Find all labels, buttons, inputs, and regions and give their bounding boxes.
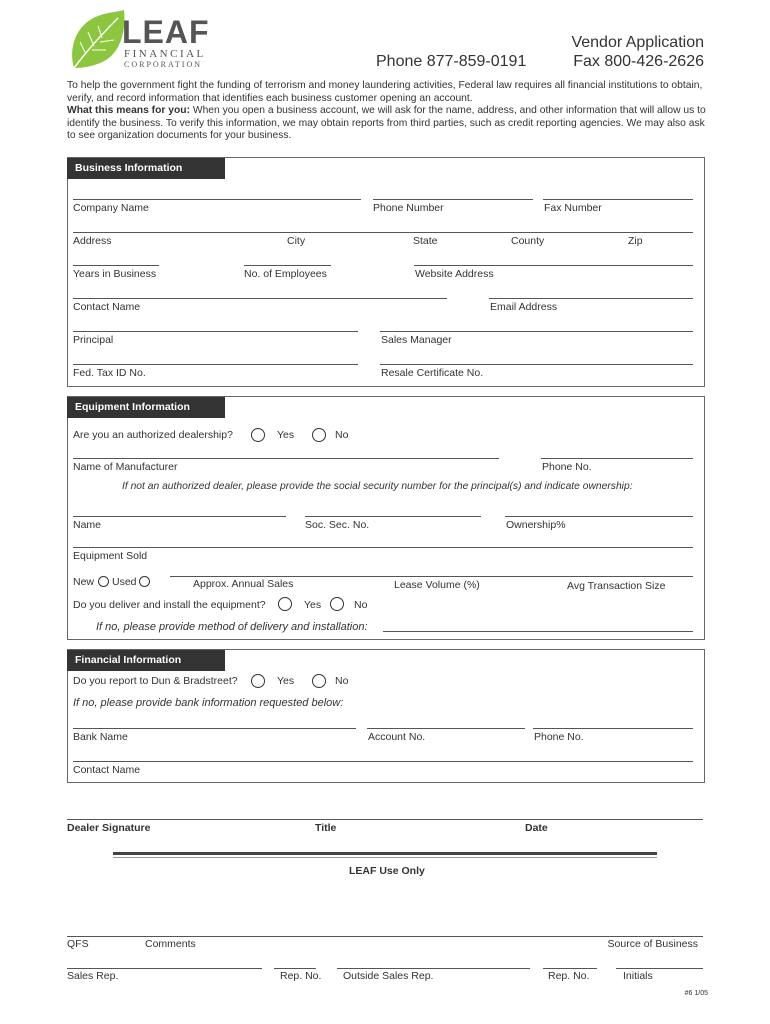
- intro-line-5: to see organization documents for your business.: [67, 130, 292, 141]
- state-label: State: [413, 235, 438, 247]
- employees-field[interactable]: [244, 265, 331, 266]
- manufacturer-phone-field[interactable]: [541, 458, 693, 459]
- email-field[interactable]: [489, 298, 693, 299]
- ssn-note: If not an authorized dealer, please provide the social security number for the principal(s) and indicate ownership:: [122, 481, 633, 492]
- fax-number-field[interactable]: [543, 199, 693, 200]
- qfs-label: QFS: [67, 938, 89, 950]
- intro-bold-lead: What this means for you:: [67, 105, 190, 116]
- comments-label: Comments: [145, 938, 196, 950]
- delivery-method-field[interactable]: [383, 631, 693, 632]
- outside-rep-field[interactable]: [337, 968, 530, 969]
- form-code: #6 1/05: [684, 990, 708, 997]
- intro-text: [67, 80, 707, 143]
- fax-number: Fax 800-426-2626: [573, 53, 704, 70]
- equipment-section-title: Equipment Information: [67, 397, 225, 418]
- intro-line-3: When you open a business account, we will ask for the name, address, and other information that will allow us to: [190, 105, 706, 116]
- phone-number-field[interactable]: [373, 199, 533, 200]
- dnb-question: Do you report to Dun & Bradstreet?: [73, 675, 238, 687]
- form-title: Vendor Application: [571, 34, 704, 51]
- signature-date-label: Date: [525, 822, 548, 834]
- rep-no-label: Rep. No.: [280, 970, 322, 982]
- bank-phone-label: Phone No.: [534, 731, 584, 743]
- sales-rep-label: Sales Rep.: [67, 970, 119, 982]
- bank-name-label: Bank Name: [73, 731, 128, 743]
- contact-name-label: Contact Name: [73, 301, 141, 313]
- outside-rep-label: Outside Sales Rep.: [343, 970, 434, 982]
- deliver-yes-label: Yes: [304, 599, 322, 611]
- resale-field[interactable]: [380, 364, 693, 365]
- leaf-use-divider: [113, 852, 657, 855]
- contact-name-field[interactable]: [73, 298, 447, 299]
- comments-field[interactable]: [67, 936, 703, 937]
- authorized-question: Are you an authorized dealership?: [73, 429, 233, 441]
- manufacturer-phone-label: Phone No.: [542, 461, 592, 473]
- business-section: [67, 157, 705, 387]
- logo-sub-financial: FINANCIAL: [124, 48, 206, 60]
- bank-contact-label: Contact Name: [73, 764, 141, 776]
- deliver-yes-radio[interactable]: [278, 597, 292, 611]
- zip-label: Zip: [628, 235, 643, 247]
- dnb-yes-radio[interactable]: [251, 674, 265, 688]
- authorized-yes-label: Yes: [277, 429, 295, 441]
- company-name-label: Company Name: [73, 202, 149, 214]
- signature-title-label: Title: [315, 822, 337, 834]
- fax-number-label: Fax Number: [544, 202, 602, 214]
- equipment-sold-label: Equipment Sold: [73, 550, 148, 562]
- years-field[interactable]: [73, 265, 159, 266]
- bank-note: If no, please provide bank information requested below:: [73, 697, 344, 709]
- initials-label: Initials: [623, 970, 653, 982]
- lease-volume-label: Lease Volume (%): [394, 579, 480, 591]
- authorized-no-radio[interactable]: [312, 428, 326, 442]
- sales-rep-field[interactable]: [67, 968, 262, 969]
- dnb-yes-label: Yes: [277, 675, 295, 687]
- bank-contact-field[interactable]: [73, 761, 693, 762]
- bank-name-field[interactable]: [73, 728, 356, 729]
- intro-line-4: identify the business. To verify this information, we may obtain reports from third parties, such as credit reporting agencies. We may also ask: [67, 117, 705, 129]
- ssn-label: Soc. Sec. No.: [305, 519, 370, 531]
- phone-number-label: Phone Number: [373, 202, 444, 214]
- fed-tax-field[interactable]: [73, 364, 358, 365]
- leaf-use-title: LEAF Use Only: [349, 865, 425, 877]
- financial-section-title: Financial Information: [67, 650, 225, 671]
- logo-sub-corporation: CORPORATION: [124, 60, 203, 69]
- principal-field[interactable]: [73, 331, 358, 332]
- resale-label: Resale Certificate No.: [381, 367, 484, 379]
- used-radio[interactable]: [139, 576, 150, 587]
- new-radio[interactable]: [98, 576, 109, 587]
- dnb-no-radio[interactable]: [312, 674, 326, 688]
- intro-line-1: To help the government fight the funding of terrorism and money laundering activities, Federal law requires all financial institutions to obtain,: [67, 80, 703, 91]
- website-label: Website Address: [415, 268, 494, 280]
- bank-phone-field[interactable]: [533, 728, 693, 729]
- business-section-title: Business Information: [67, 158, 225, 179]
- rep-no-field[interactable]: [274, 968, 316, 969]
- dealer-signature-label: Dealer Signature: [67, 822, 151, 834]
- city-label: City: [287, 235, 306, 247]
- owner-name-field[interactable]: [73, 516, 286, 517]
- signature-field[interactable]: [67, 819, 703, 820]
- delivery-note: If no, please provide method of delivery and installation:: [96, 621, 368, 633]
- years-label: Years in Business: [73, 268, 157, 280]
- leaf-icon: [66, 8, 128, 72]
- equipment-sold-field[interactable]: [73, 547, 693, 548]
- principal-label: Principal: [73, 334, 114, 346]
- phone-number: Phone 877-859-0191: [376, 53, 527, 70]
- annual-sales-label: Approx. Annual Sales: [193, 578, 294, 590]
- email-label: Email Address: [490, 301, 558, 313]
- account-no-field[interactable]: [367, 728, 525, 729]
- company-name-field[interactable]: [73, 199, 361, 200]
- sales-manager-field[interactable]: [380, 331, 693, 332]
- sales-manager-label: Sales Manager: [381, 334, 452, 346]
- logo: [66, 8, 226, 74]
- deliver-no-label: No: [354, 599, 368, 611]
- website-field[interactable]: [414, 265, 693, 266]
- sales-volume-field[interactable]: [170, 576, 693, 577]
- manufacturer-label: Name of Manufacturer: [73, 461, 178, 473]
- account-no-label: Account No.: [368, 731, 426, 743]
- leaf-use-divider-thin: [113, 857, 657, 858]
- new-label: New: [73, 576, 95, 588]
- rep-no-2-label: Rep. No.: [548, 970, 590, 982]
- employees-label: No. of Employees: [244, 268, 327, 280]
- address-label: Address: [73, 235, 112, 247]
- ssn-field[interactable]: [305, 516, 481, 517]
- avg-transaction-label: Avg Transaction Size: [567, 580, 666, 592]
- used-label: Used: [112, 576, 137, 588]
- deliver-question: Do you deliver and install the equipment?: [73, 599, 266, 611]
- ownership-field[interactable]: [505, 516, 693, 517]
- manufacturer-field[interactable]: [73, 458, 499, 459]
- county-label: County: [511, 235, 545, 247]
- logo-word: LEAF: [122, 14, 210, 50]
- intro-line-2: verify, and record information that identifies each business customer opening an account.: [67, 92, 473, 104]
- fed-tax-label: Fed. Tax ID No.: [73, 367, 146, 379]
- owner-name-label: Name: [73, 519, 102, 531]
- source-label: Source of Business: [607, 938, 698, 950]
- authorized-no-label: No: [335, 429, 349, 441]
- rep-no-2-field[interactable]: [543, 968, 597, 969]
- initials-field[interactable]: [616, 968, 703, 969]
- authorized-yes-radio[interactable]: [251, 428, 265, 442]
- address-field[interactable]: [73, 232, 693, 233]
- dnb-no-label: No: [335, 675, 349, 687]
- ownership-label: Ownership%: [506, 519, 566, 531]
- deliver-no-radio[interactable]: [330, 597, 344, 611]
